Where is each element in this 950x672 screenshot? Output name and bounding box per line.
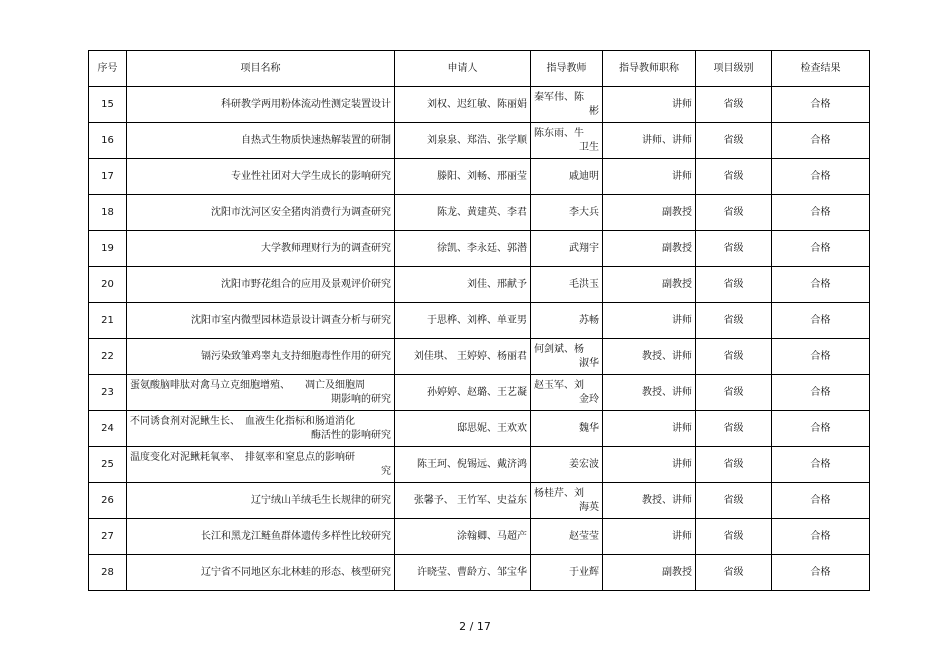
advisor-line: 秦军伟、陈 xyxy=(534,91,584,103)
advisor-title: 讲师 xyxy=(603,447,696,483)
project-name xyxy=(127,303,395,339)
advisor xyxy=(531,483,603,519)
project-level: 省级 xyxy=(696,339,772,375)
advisor-line: 李大兵 xyxy=(569,206,599,218)
project-name xyxy=(127,555,395,591)
page-indicator xyxy=(0,620,950,633)
project-level: 省级 xyxy=(696,267,772,303)
advisor-title: 副教授 xyxy=(603,195,696,231)
advisor-title: 副教授 xyxy=(603,231,696,267)
project-name-line: 科研教学两用粉体流动性测定装置设计 xyxy=(221,98,391,110)
row-index: 22 xyxy=(89,339,127,375)
applicants: 涂翰卿、马超产 xyxy=(395,519,531,555)
table-row xyxy=(89,159,870,195)
project-name xyxy=(127,231,395,267)
project-name xyxy=(127,447,395,483)
advisor-line: 金玲 xyxy=(579,393,599,405)
applicants: 刘泉泉、郑浩、张学顺 xyxy=(395,123,531,159)
advisor-title: 教授、讲师 xyxy=(603,483,696,519)
project-name-line: 辽宁省不同地区东北林蛙的形态、核型研究 xyxy=(201,566,391,578)
advisor xyxy=(531,303,603,339)
advisor xyxy=(531,87,603,123)
check-result: 合格 xyxy=(772,123,870,159)
project-level: 省级 xyxy=(696,231,772,267)
table-header-row xyxy=(89,51,870,87)
advisor-line: 武翔宇 xyxy=(569,242,599,254)
advisor xyxy=(531,123,603,159)
applicants: 陈龙、黄建英、李君 xyxy=(395,195,531,231)
row-index: 26 xyxy=(89,483,127,519)
page-separator: / xyxy=(469,620,474,633)
applicants: 孙婷婷、赵璐、王艺凝 xyxy=(395,375,531,411)
check-result: 合格 xyxy=(772,447,870,483)
advisor-line: 苏畅 xyxy=(579,314,599,326)
project-name-line: 酶活性的影响研究 xyxy=(311,429,391,441)
project-name-line: 自热式生物质快速热解装置的研制 xyxy=(241,134,391,146)
advisor xyxy=(531,555,603,591)
table-row xyxy=(89,123,870,159)
row-index: 17 xyxy=(89,159,127,195)
applicants: 刘佳琪、 王婷婷、杨丽君 xyxy=(395,339,531,375)
row-index: 15 xyxy=(89,87,127,123)
table-row xyxy=(89,87,870,123)
project-name xyxy=(127,519,395,555)
check-result: 合格 xyxy=(772,483,870,519)
advisor-line: 于业辉 xyxy=(569,566,599,578)
project-name xyxy=(127,375,395,411)
advisor-title: 教授、讲师 xyxy=(603,375,696,411)
advisor-line: 戚迪明 xyxy=(569,170,599,182)
advisor-title: 副教授 xyxy=(603,555,696,591)
table-row xyxy=(89,195,870,231)
advisor-line: 何剑斌、杨 xyxy=(534,343,584,355)
check-result: 合格 xyxy=(772,195,870,231)
project-name-line: 镉污染致雏鸡睾丸支持细胞毒性作用的研究 xyxy=(201,350,391,362)
project-name xyxy=(127,411,395,447)
project-name-line: 长江和黑龙江鲢鱼群体遗传多样性比较研究 xyxy=(201,530,391,542)
project-name xyxy=(127,123,395,159)
project-name-line: 专业性社团对大学生成长的影响研究 xyxy=(231,170,391,182)
project-level: 省级 xyxy=(696,123,772,159)
applicants: 刘佳、邢献予 xyxy=(395,267,531,303)
row-index: 28 xyxy=(89,555,127,591)
applicants: 邸思妮、王欢欢 xyxy=(395,411,531,447)
project-name xyxy=(127,483,395,519)
project-level: 省级 xyxy=(696,303,772,339)
advisor-title: 讲师 xyxy=(603,303,696,339)
advisor xyxy=(531,195,603,231)
row-index: 16 xyxy=(89,123,127,159)
table-row xyxy=(89,447,870,483)
table-row xyxy=(89,483,870,519)
advisor-title: 讲师 xyxy=(603,159,696,195)
project-level: 省级 xyxy=(696,375,772,411)
project-name-line: 期影响的研究 xyxy=(331,393,391,405)
advisor-line: 海英 xyxy=(579,501,599,513)
applicants: 于思桦、刘桦、单亚男 xyxy=(395,303,531,339)
project-name-line: 辽宁绒山羊绒毛生长规律的研究 xyxy=(251,494,391,506)
project-name xyxy=(127,87,395,123)
check-result: 合格 xyxy=(772,231,870,267)
project-name-line: 沈阳市野花组合的应用及景观评价研究 xyxy=(221,278,391,290)
advisor-line: 彬 xyxy=(589,105,599,117)
applicants: 滕阳、刘畅、邢丽莹 xyxy=(395,159,531,195)
table-row xyxy=(89,519,870,555)
project-name xyxy=(127,339,395,375)
table-row xyxy=(89,555,870,591)
check-result: 合格 xyxy=(772,375,870,411)
advisor xyxy=(531,375,603,411)
project-name-line: 温度变化对泥鳅耗氧率、 排氨率和窒息点的影响研 xyxy=(130,451,355,463)
applicants: 许晓莹、曹龄方、邹宝华 xyxy=(395,555,531,591)
project-name xyxy=(127,159,395,195)
advisor-title: 讲师 xyxy=(603,87,696,123)
page-number: 2 xyxy=(459,620,467,633)
advisor xyxy=(531,267,603,303)
applicants: 张馨予、 王竹军、史益东 xyxy=(395,483,531,519)
applicants: 刘权、迟红敏、陈丽娟 xyxy=(395,87,531,123)
header-applicants: 申请人 xyxy=(395,51,531,87)
check-result: 合格 xyxy=(772,519,870,555)
project-name-line: 不同诱食剂对泥鳅生长、 血液生化指标和肠道消化 xyxy=(130,415,355,427)
check-result: 合格 xyxy=(772,555,870,591)
project-name xyxy=(127,195,395,231)
check-result: 合格 xyxy=(772,267,870,303)
row-index: 19 xyxy=(89,231,127,267)
page-total: 17 xyxy=(476,620,491,633)
advisor xyxy=(531,411,603,447)
header-index: 序号 xyxy=(89,51,127,87)
header-advisor-title: 指导教师职称 xyxy=(603,51,696,87)
header-project-level: 项目级别 xyxy=(696,51,772,87)
advisor-title: 讲师 xyxy=(603,519,696,555)
project-level: 省级 xyxy=(696,555,772,591)
advisor xyxy=(531,519,603,555)
project-level: 省级 xyxy=(696,159,772,195)
applicants: 陈王珂、倪锡远、戴济鸿 xyxy=(395,447,531,483)
row-index: 24 xyxy=(89,411,127,447)
project-name-line: 究 xyxy=(381,465,391,477)
project-level: 省级 xyxy=(696,411,772,447)
project-name xyxy=(127,267,395,303)
header-check-result: 检查结果 xyxy=(772,51,870,87)
header-project-name: 项目名称 xyxy=(127,51,395,87)
table-row xyxy=(89,303,870,339)
advisor-title: 教授、讲师 xyxy=(603,339,696,375)
advisor-line: 卫生 xyxy=(579,141,599,153)
check-result: 合格 xyxy=(772,303,870,339)
table-row xyxy=(89,375,870,411)
project-name-line: 蛋氨酸脑啡肽对禽马立克细胞增殖、 凋亡及细胞周 xyxy=(130,379,365,391)
row-index: 27 xyxy=(89,519,127,555)
row-index: 25 xyxy=(89,447,127,483)
projects-table xyxy=(88,50,870,591)
advisor xyxy=(531,339,603,375)
advisor xyxy=(531,159,603,195)
applicants: 徐凯、李永廷、郭潜 xyxy=(395,231,531,267)
project-name-line: 大学教师理财行为的调查研究 xyxy=(261,242,391,254)
advisor-line: 淑华 xyxy=(579,357,599,369)
advisor xyxy=(531,447,603,483)
advisor-title: 讲师、讲师 xyxy=(603,123,696,159)
table-row xyxy=(89,339,870,375)
project-name-line: 沈阳市沈河区安全猪肉消费行为调查研究 xyxy=(211,206,391,218)
advisor-line: 姜宏波 xyxy=(569,458,599,470)
advisor-line: 赵莹莹 xyxy=(569,530,599,542)
row-index: 20 xyxy=(89,267,127,303)
row-index: 21 xyxy=(89,303,127,339)
check-result: 合格 xyxy=(772,159,870,195)
table-row xyxy=(89,411,870,447)
project-level: 省级 xyxy=(696,447,772,483)
advisor-title: 讲师 xyxy=(603,411,696,447)
project-level: 省级 xyxy=(696,195,772,231)
table-row xyxy=(89,231,870,267)
advisor-line: 毛洪玉 xyxy=(569,278,599,290)
project-level: 省级 xyxy=(696,87,772,123)
project-name-line: 沈阳市室内微型园林造景设计调查分析与研究 xyxy=(191,314,391,326)
advisor-title: 副教授 xyxy=(603,267,696,303)
advisor xyxy=(531,231,603,267)
check-result: 合格 xyxy=(772,339,870,375)
project-level: 省级 xyxy=(696,519,772,555)
advisor-line: 陈东雨、牛 xyxy=(534,127,584,139)
advisor-line: 赵玉军、刘 xyxy=(534,379,584,391)
table-row xyxy=(89,267,870,303)
project-level: 省级 xyxy=(696,483,772,519)
row-index: 18 xyxy=(89,195,127,231)
check-result: 合格 xyxy=(772,87,870,123)
row-index: 23 xyxy=(89,375,127,411)
advisor-line: 魏华 xyxy=(579,422,599,434)
header-advisor: 指导教师 xyxy=(531,51,603,87)
advisor-line: 杨桂芹、刘 xyxy=(534,487,584,499)
check-result: 合格 xyxy=(772,411,870,447)
